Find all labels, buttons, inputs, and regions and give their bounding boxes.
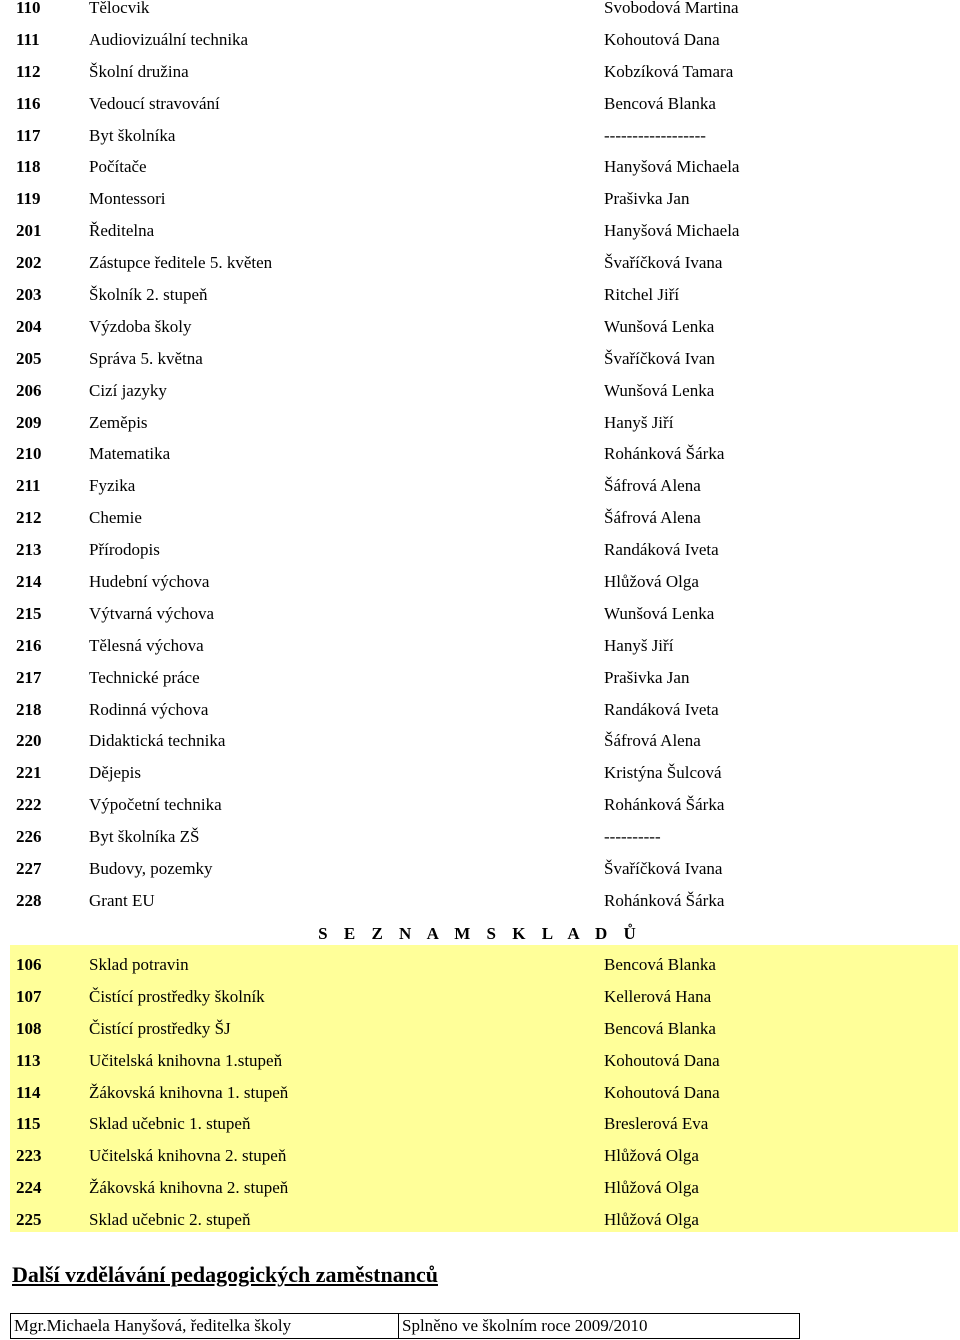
room-name: Vedoucí stravování	[89, 93, 220, 113]
responsible-person: Randáková Iveta	[604, 699, 719, 719]
responsible-person: Kohoutová Dana	[604, 1082, 720, 1102]
room-name: Ředitelna	[89, 221, 155, 241]
room-number: 107	[16, 986, 42, 1006]
responsible-person: Hanyš Jiří	[604, 635, 674, 655]
room-row	[10, 287, 958, 319]
room-row	[10, 255, 958, 287]
room-row	[10, 603, 958, 638]
room-number: 111	[16, 29, 40, 49]
room-row	[10, 412, 958, 447]
room-row	[10, 93, 958, 128]
responsible-person: Hanyšová Michaela	[604, 157, 740, 177]
footer-table	[10, 1313, 800, 1339]
responsible-person: Ritchel Jiří	[604, 285, 680, 305]
room-row	[10, 510, 958, 542]
responsible-person: Wunšová Lenka	[604, 316, 715, 336]
responsible-person: Wunšová Lenka	[604, 380, 715, 400]
room-number: 224	[16, 1178, 42, 1198]
room-number: 225	[16, 1210, 42, 1230]
room-name: Byt školníka	[89, 125, 176, 145]
room-number: 215	[16, 603, 42, 623]
responsible-person: Randáková Iveta	[604, 540, 719, 560]
room-name: Matematika	[89, 444, 171, 464]
room-number: 209	[16, 412, 42, 432]
room-name: Sklad potravin	[89, 955, 189, 974]
room-number: 222	[16, 795, 42, 815]
room-name: Didaktická technika	[89, 731, 226, 751]
room-name: Žákovská knihovna 1. stupeň	[89, 1082, 289, 1102]
room-name: Čistící prostředky školník	[89, 986, 265, 1006]
responsible-person: Kobzíková Tamara	[604, 61, 734, 81]
responsible-person: ----------	[604, 827, 661, 847]
responsible-person: Šáfrová Alena	[604, 731, 701, 751]
room-name: Budovy, pozemky	[89, 859, 213, 879]
responsible-person: Švaříčková Ivana	[604, 253, 723, 273]
room-number: 110	[16, 0, 41, 17]
responsible-person: Švaříčková Ivan	[604, 348, 715, 368]
room-row	[10, 223, 958, 255]
responsible-person: Šáfrová Alena	[604, 476, 701, 496]
room-number: 210	[16, 444, 42, 464]
responsible-person: Hanyšová Michaela	[604, 221, 740, 241]
room-row	[10, 380, 958, 415]
warehouses-table	[10, 945, 958, 1232]
room-number: 228	[16, 890, 42, 910]
room-row	[10, 478, 958, 510]
footer-status: Splněno ve školním roce 2009/2010	[402, 1316, 648, 1335]
warehouse-row	[10, 1041, 958, 1073]
room-number: 205	[16, 348, 42, 368]
room-name: Chemie	[89, 508, 142, 528]
room-name: Výzdoba školy	[89, 316, 192, 336]
room-name: Počítače	[89, 157, 147, 177]
responsible-person: Hlůžová Olga	[604, 1178, 699, 1198]
warehouse-row	[10, 977, 958, 1009]
room-number: 216	[16, 635, 42, 655]
room-name: Výpočetní technika	[89, 795, 222, 815]
room-number: 206	[16, 380, 42, 400]
room-name: Zástupce ředitele 5. květen	[89, 253, 273, 273]
room-row	[10, 667, 958, 702]
room-name: Přírodopis	[89, 540, 160, 560]
responsible-person: Prašivka Jan	[604, 189, 690, 209]
room-name: Sklad učebnic 2. stupeň	[89, 1210, 251, 1230]
room-row	[10, 861, 958, 893]
room-name: Audiovizuální technika	[89, 29, 249, 49]
room-number: 221	[16, 763, 42, 783]
room-name: Grant EU	[89, 890, 155, 910]
responsible-person: Kohoutová Dana	[604, 1050, 720, 1070]
responsible-person: Kellerová Hana	[604, 986, 712, 1006]
room-name: Učitelská knihovna 1.stupeň	[89, 1050, 283, 1070]
room-number: 112	[16, 61, 41, 81]
room-row	[10, 316, 958, 351]
room-number: 204	[16, 316, 42, 336]
responsible-person: Hlůžová Olga	[604, 1146, 699, 1166]
warehouse-row	[10, 1136, 958, 1168]
room-number: 106	[16, 955, 42, 974]
room-row	[10, 635, 958, 670]
room-row	[10, 159, 958, 191]
room-name: Sklad učebnic 1. stupeň	[89, 1114, 251, 1134]
room-row	[10, 765, 958, 797]
room-name: Výtvarná výchova	[89, 603, 215, 623]
room-number: 218	[16, 699, 42, 719]
warehouse-row	[10, 1104, 958, 1136]
room-number: 214	[16, 572, 42, 592]
room-name: Správa 5. května	[89, 348, 203, 368]
room-name: Cizí jazyky	[89, 380, 167, 400]
room-name: Čistící prostředky ŠJ	[89, 1018, 231, 1038]
room-number: 119	[16, 189, 41, 209]
room-name: Zeměpis	[89, 412, 148, 432]
room-row	[10, 446, 958, 478]
room-row	[10, 890, 958, 925]
responsible-person: Breslerová Eva	[604, 1114, 709, 1134]
room-number: 201	[16, 221, 42, 241]
room-name: Tělocvik	[89, 0, 150, 17]
room-number: 223	[16, 1146, 42, 1166]
responsible-person: Švaříčková Ivana	[604, 859, 723, 879]
room-name: Žákovská knihovna 2. stupeň	[89, 1178, 289, 1198]
room-number: 220	[16, 731, 42, 751]
responsible-person: Bencová Blanka	[604, 955, 716, 974]
room-name: Hudební výchova	[89, 572, 210, 592]
responsible-person: Kristýna Šulcová	[604, 763, 722, 783]
room-number: 213	[16, 540, 42, 560]
room-row	[10, 542, 958, 574]
room-number: 217	[16, 667, 42, 687]
responsible-person: Rohánková Šárka	[604, 444, 725, 464]
responsible-person: Prašivka Jan	[604, 667, 690, 687]
responsible-person: Hlůžová Olga	[604, 1210, 699, 1230]
room-row	[10, 29, 958, 64]
room-name: Tělesná výchova	[89, 635, 204, 655]
room-number: 226	[16, 827, 42, 847]
room-row	[10, 191, 958, 223]
responsible-person: Hlůžová Olga	[604, 572, 699, 592]
room-name: Rodinná výchova	[89, 699, 209, 719]
room-name: Byt školníka ZŠ	[89, 827, 200, 847]
warehouse-row	[10, 1200, 958, 1232]
rooms-table	[10, 0, 958, 925]
room-name: Fyzika	[89, 476, 136, 496]
room-number: 203	[16, 285, 42, 305]
room-number: 108	[16, 1018, 42, 1038]
room-number: 115	[16, 1114, 41, 1134]
responsible-person: Hanyš Jiří	[604, 412, 674, 432]
responsible-person: ------------------	[604, 125, 706, 145]
warehouses-heading: S E Z N A M S K L A D Ů	[318, 924, 642, 943]
room-row	[10, 699, 958, 734]
section-title: Další vzdělávání pedagogických zaměstnanců	[12, 1262, 438, 1287]
room-number: 211	[16, 476, 41, 496]
room-name: Montessori	[89, 189, 166, 209]
room-number: 117	[16, 125, 41, 145]
room-row	[10, 829, 958, 861]
warehouse-row	[10, 945, 958, 977]
footer-author: Mgr.Michaela Hanyšová, ředitelka školy	[11, 1314, 399, 1338]
room-row	[10, 733, 958, 765]
warehouse-row	[10, 1073, 958, 1105]
room-name: Technické práce	[89, 667, 200, 687]
warehouse-row	[10, 1168, 958, 1200]
responsible-person: Rohánková Šárka	[604, 795, 725, 815]
room-number: 212	[16, 508, 42, 528]
responsible-person: Svobodová Martina	[604, 0, 739, 17]
room-number: 116	[16, 93, 41, 113]
room-row	[10, 61, 958, 96]
room-row	[10, 348, 958, 383]
room-number: 114	[16, 1082, 41, 1102]
room-row	[10, 125, 958, 160]
room-row	[10, 797, 958, 829]
responsible-person: Wunšová Lenka	[604, 603, 715, 623]
room-row	[10, 0, 958, 32]
responsible-person: Kohoutová Dana	[604, 29, 720, 49]
room-number: 227	[16, 859, 42, 879]
room-number: 118	[16, 157, 41, 177]
responsible-person: Rohánková Šárka	[604, 890, 725, 910]
room-row	[10, 574, 958, 606]
responsible-person: Šáfrová Alena	[604, 508, 701, 528]
room-number: 113	[16, 1050, 41, 1070]
warehouse-row	[10, 1009, 958, 1041]
room-number: 202	[16, 253, 42, 273]
room-name: Dějepis	[89, 763, 141, 783]
room-name: Učitelská knihovna 2. stupeň	[89, 1146, 287, 1166]
responsible-person: Bencová Blanka	[604, 1018, 716, 1038]
responsible-person: Bencová Blanka	[604, 93, 716, 113]
room-name: Školní družina	[89, 61, 189, 81]
room-name: Školník 2. stupeň	[89, 285, 208, 305]
